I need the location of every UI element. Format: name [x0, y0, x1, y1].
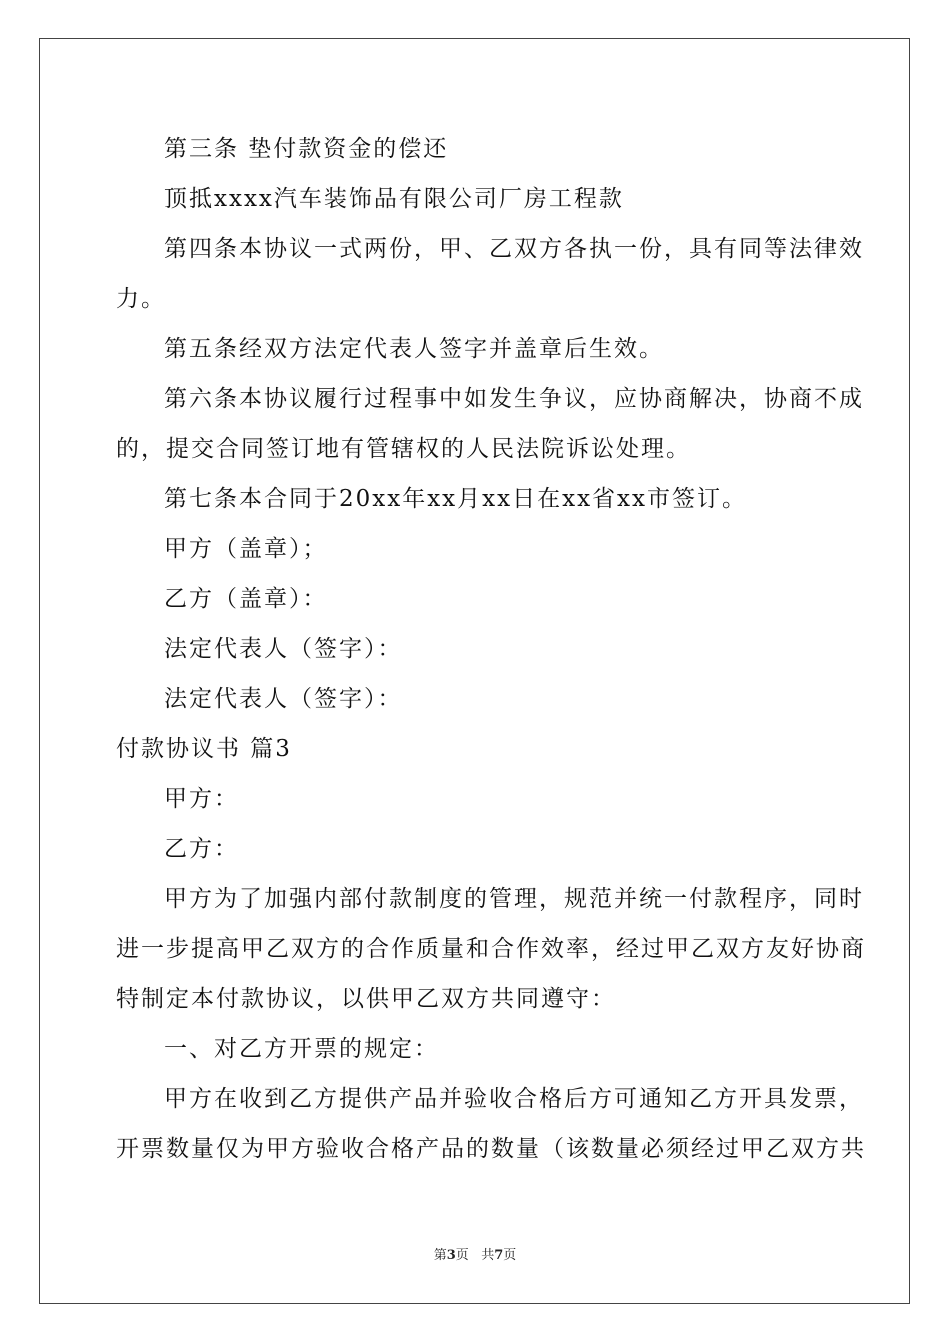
text-line: 一、对乙方开票的规定：	[164, 1036, 439, 1062]
text-line: 第七条本合同于20xx年xx月xx日在xx省xx市签订。	[164, 486, 747, 512]
footer-page-suffix: 页	[455, 1248, 469, 1263]
text-line: 力。	[116, 286, 166, 312]
text-line: 付款协议书 篇3	[116, 736, 292, 762]
footer-total-prefix: 共	[481, 1248, 495, 1263]
page-footer	[0, 1244, 950, 1263]
footer-page-number: 3	[446, 1248, 456, 1263]
footer-prefix: 第	[433, 1248, 447, 1263]
text-line: 开票数量仅为甲方验收合格产品的数量（该数量必须经过甲乙双方共	[116, 1136, 866, 1162]
text-line: 第三条 垫付款资金的偿还	[164, 136, 449, 162]
text-line: 乙方（盖章）：	[164, 586, 328, 612]
text-line: 乙方：	[164, 836, 239, 862]
text-line: 进一步提高甲乙双方的合作质量和合作效率，经过甲乙双方友好协商	[116, 936, 866, 962]
footer-total-pages: 7	[494, 1248, 504, 1263]
text-line: 顶抵xxxx汽车装饰品有限公司厂房工程款	[164, 186, 624, 212]
text-line: 甲方为了加强内部付款制度的管理，规范并统一付款程序，同时	[164, 886, 864, 912]
text-line: 法定代表人（签字）：	[164, 636, 403, 662]
document-body	[116, 124, 866, 1174]
text-line: 第六条本协议履行过程事中如发生争议，应协商解决，协商不成	[164, 386, 864, 412]
text-line: 的，提交合同签订地有管辖权的人民法院诉讼处理。	[116, 436, 691, 462]
text-line: 第五条经双方法定代表人签字并盖章后生效。	[164, 336, 664, 362]
text-line: 特制定本付款协议，以供甲乙双方共同遵守：	[116, 986, 616, 1012]
text-line: 甲方在收到乙方提供产品并验收合格后方可通知乙方开具发票，	[164, 1086, 864, 1112]
text-line: 甲方（盖章）；	[164, 536, 328, 562]
text-line: 法定代表人（签字）：	[164, 686, 403, 712]
text-line: 第四条本协议一式两份，甲、乙双方各执一份，具有同等法律效	[164, 236, 864, 262]
footer-total-suffix: 页	[503, 1248, 517, 1263]
text-line: 甲方：	[164, 786, 239, 812]
